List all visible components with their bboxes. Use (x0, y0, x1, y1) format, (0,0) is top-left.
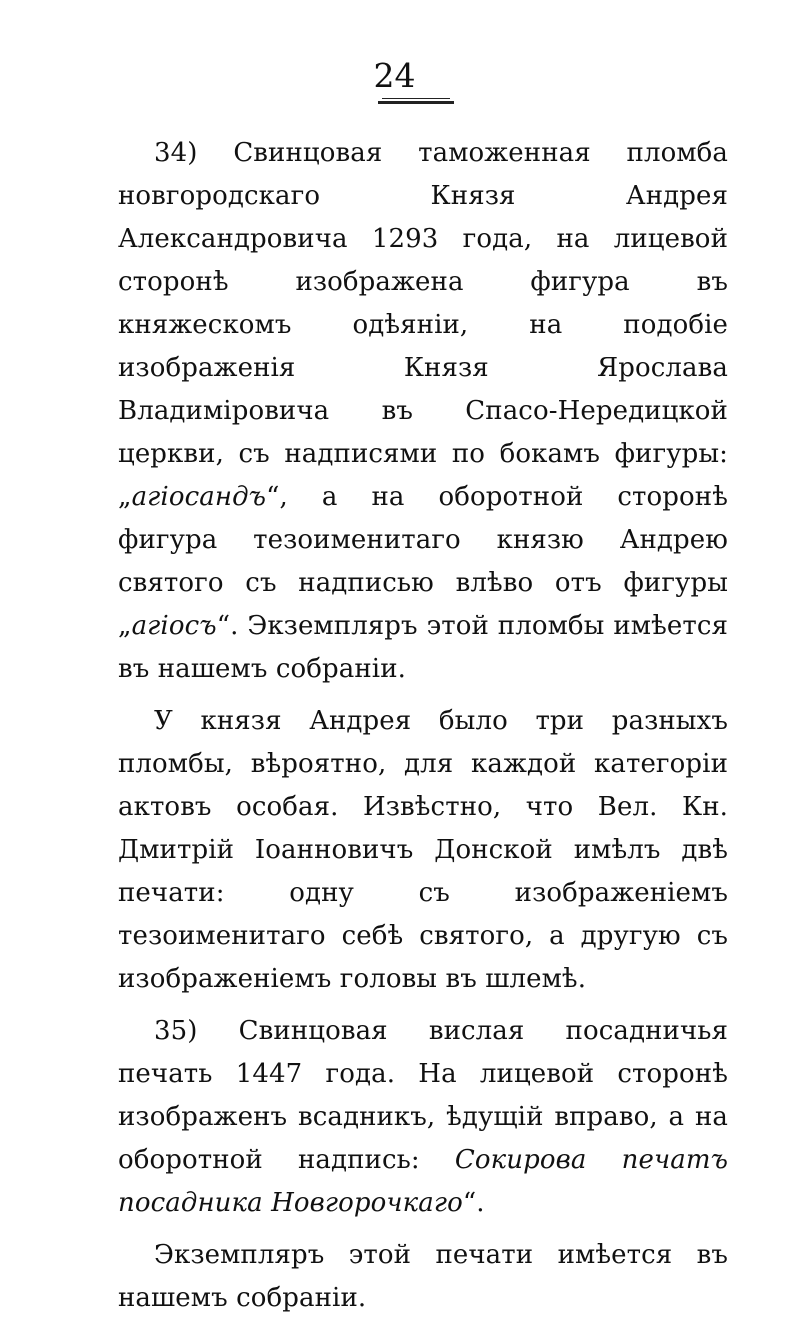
paragraph-34-text-3: “. Экземпляръ этой пломбы имѣется въ нашемъ собраніи. (118, 611, 728, 684)
paragraph-item-34 (118, 132, 728, 691)
header-rule (378, 98, 454, 104)
paragraph-34-inscription-1: агіосандъ (131, 482, 267, 512)
page-number: 24 (373, 56, 416, 95)
body-text (118, 132, 728, 1320)
paragraph-item-35 (118, 1010, 728, 1225)
paragraph-34-text-2: “, а на оборотной сторонѣ фигура тезоименитаго князю Андрею святого съ надписью влѣво отъ фигуры „ (118, 482, 728, 641)
paragraph-35-inscription: Сокирова печатъ посадника Новгорочкаго (118, 1145, 729, 1218)
header-rule-thin-line (382, 98, 450, 99)
paragraph-35-text-2: “. (462, 1188, 485, 1218)
paragraph-35-text-1: 35) Свинцовая вислая посадничья печать 1447 года. На лицевой сторонѣ изображенъ всадникъ, ѣдущій вправо, а на оборотной надпись: (118, 1016, 728, 1175)
header-rule-thick-line (378, 101, 454, 104)
paragraph-34-text-1: 34) Свинцовая таможенная пломба новгородскаго Князя Андрея Александровича 1293 года, на лицевой сторонѣ изображена фигура въ княжескомъ одѣяніи, на подобіе изображенія Князя Ярослава Владиміровича въ Спасо-Нередицкой церкви, съ надписями по бокамъ фигуры: „ (118, 138, 728, 512)
paragraph-34-inscription-2: агіосъ (131, 611, 217, 641)
paragraph-collection-note: Экземпляръ этой печати имѣется въ нашемъ собраніи. (118, 1240, 728, 1313)
paragraph-prince-andrey-seals: У князя Андрея было три разныхъ пломбы, вѣроятно, для каждой категоріи актовъ особая. Извѣстно, что Вел. Кн. Дмитрій Іоанновичъ Донской имѣлъ двѣ печати: одну съ изображеніемъ тезоименитаго себѣ святого, а другую съ изображеніемъ головы въ шлемѣ. (118, 706, 728, 994)
